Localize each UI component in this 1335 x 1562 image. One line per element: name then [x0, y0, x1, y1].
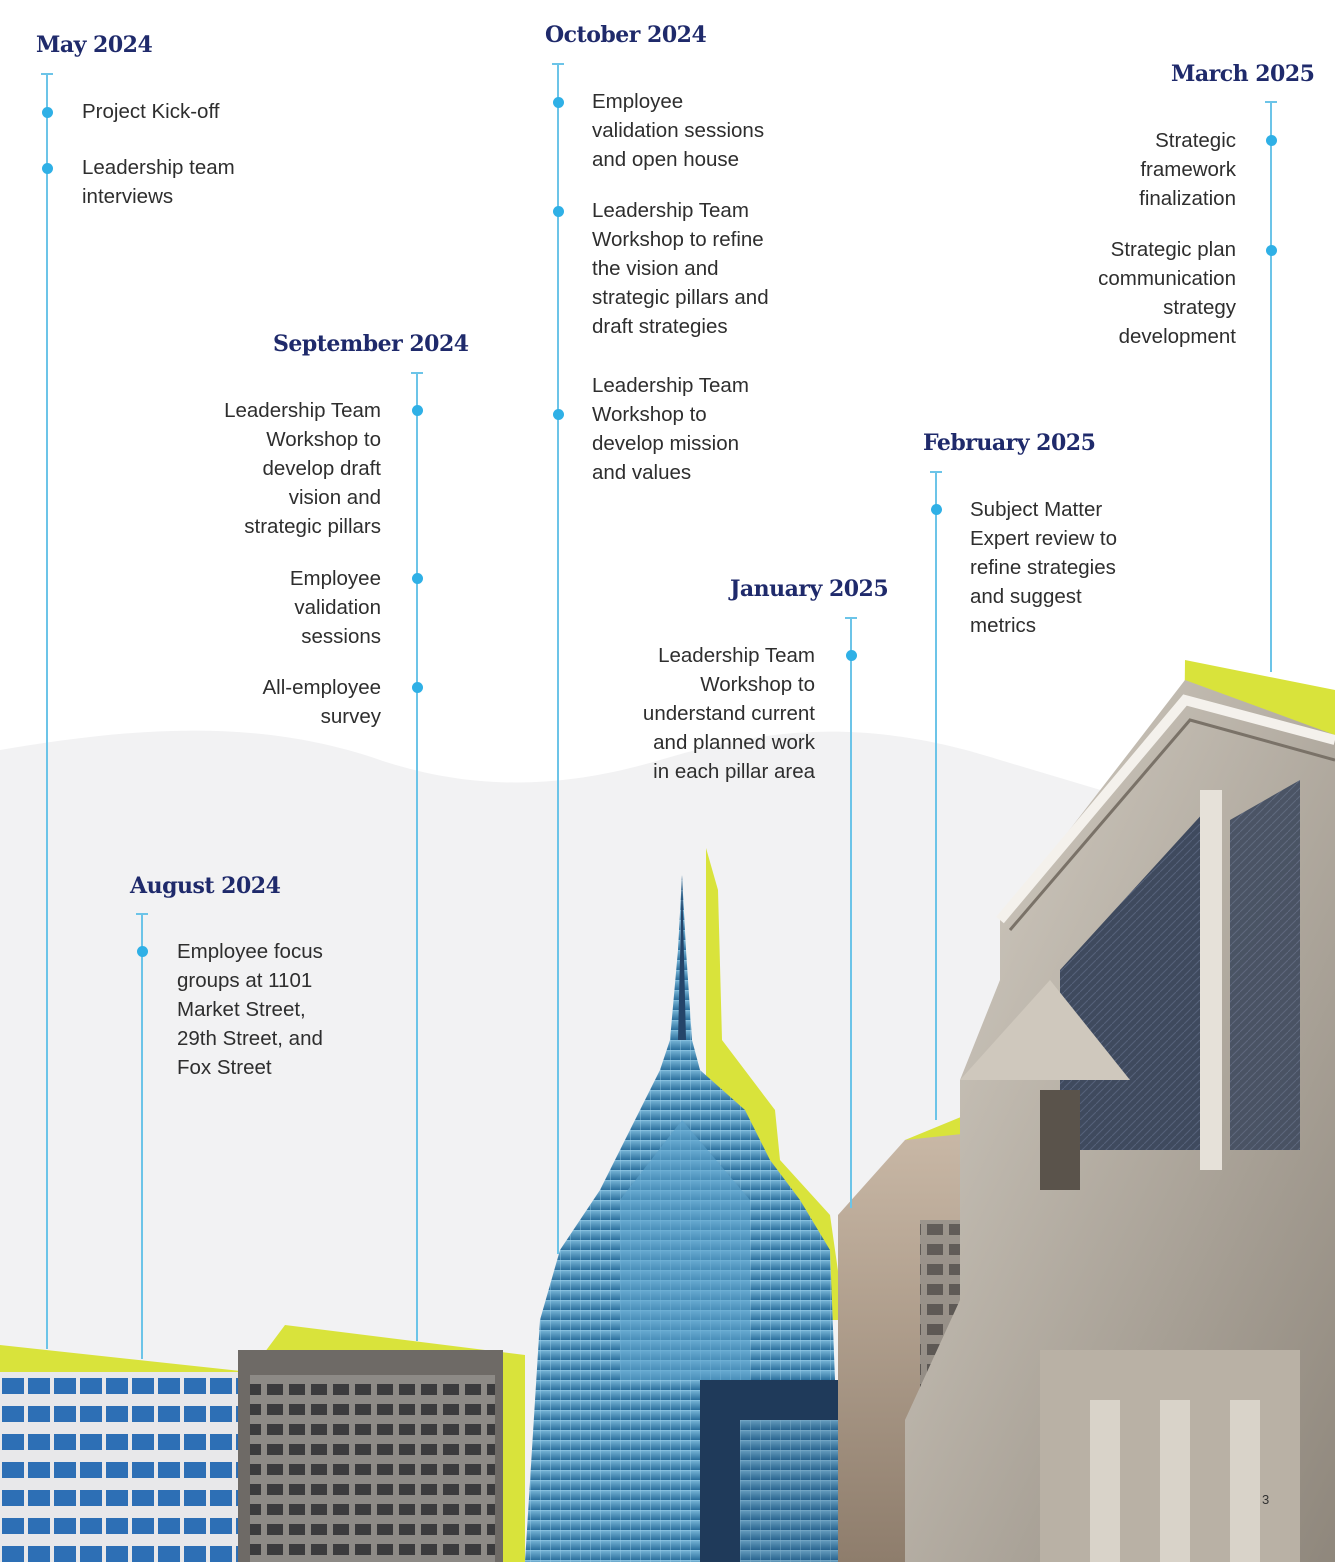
timeline-line: [935, 472, 937, 1120]
bullet-dot: [1266, 135, 1277, 146]
milestone-item: Project Kick-off: [82, 100, 220, 123]
milestone-item: Employee validation sessions: [289, 567, 381, 648]
milestone-item: Strategic framework finalization: [1139, 129, 1236, 210]
month-title: September 2024: [273, 331, 469, 357]
month-title: May 2024: [36, 32, 153, 58]
timeline-line: [141, 914, 143, 1359]
month-title: January 2025: [730, 576, 889, 602]
milestone-item: Employee focus groups at 1101 Market Street, 29th Street, and Fox Street: [177, 940, 323, 1079]
bullet-dot: [412, 405, 423, 416]
bullet-dot: [412, 573, 423, 584]
month-title: March 2025: [1171, 61, 1315, 87]
milestone-item: Employee validation sessions and open house: [592, 90, 765, 171]
bullet-dot: [553, 409, 564, 420]
timeline-line: [1270, 102, 1272, 672]
bullet-dot: [1266, 245, 1277, 256]
month-title: August 2024: [130, 873, 281, 899]
milestone-item: Leadership team interviews: [82, 156, 235, 208]
bullet-dot: [931, 504, 942, 515]
milestone-item: Leadership Team Workshop to develop draft vision and strategic pillars: [224, 399, 381, 538]
bullet-dot: [553, 97, 564, 108]
timeline-line: [557, 64, 559, 1254]
milestone-item: Leadership Team Workshop to understand current and planned work in each pillar area: [642, 644, 815, 783]
milestone-item: Subject Matter Expert review to refine strategies and suggest metrics: [970, 498, 1117, 637]
bullet-dot: [137, 946, 148, 957]
milestone-item: Strategic plan communication strategy development: [1098, 238, 1236, 348]
bullet-dot: [846, 650, 857, 661]
bullet-dot: [42, 163, 53, 174]
bullet-dot: [42, 107, 53, 118]
month-title: February 2025: [923, 430, 1096, 456]
milestone-item: All-employee survey: [262, 676, 381, 728]
timeline-line: [850, 618, 852, 1208]
milestone-item: Leadership Team Workshop to refine the vision and strategic pillars and draft strategies: [592, 199, 769, 338]
bullet-dot: [553, 206, 564, 217]
bullet-dot: [412, 682, 423, 693]
timeline-line: [416, 373, 418, 1341]
page-number: 3: [1262, 1492, 1270, 1507]
timeline-line: [46, 74, 48, 1349]
month-title: October 2024: [545, 22, 707, 48]
milestone-item: Leadership Team Workshop to develop mission and values: [592, 374, 749, 484]
